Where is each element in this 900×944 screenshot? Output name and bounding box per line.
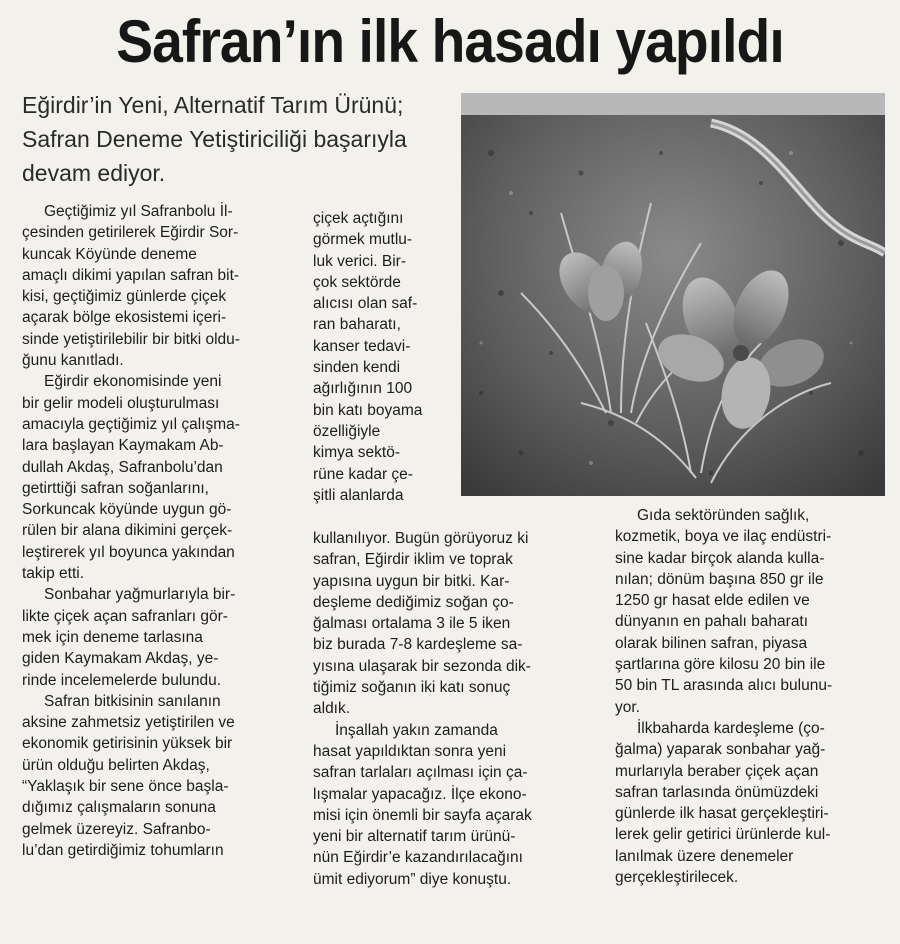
- text-line: aldık.: [313, 700, 351, 718]
- paragraph: [22, 201, 284, 371]
- text-line: özelliğiyle: [313, 422, 381, 440]
- text-line: lara başlayan Kaymakam Ab-: [22, 437, 224, 455]
- text-line: safran tarlaları açılması için ça-: [313, 764, 528, 782]
- text-line: görmek mutlu-: [313, 231, 413, 249]
- paragraph: [615, 505, 893, 718]
- text-line: ğalma) yaparak sonbahar yağ-: [615, 741, 826, 759]
- text-line: ağırlığının 100: [313, 380, 413, 398]
- text-line: gerçekleştirilecek.: [615, 869, 739, 887]
- article-column-2-top: [313, 208, 455, 506]
- text-line: Sorkuncak köyünde uygun gö-: [22, 501, 232, 519]
- paragraph: [313, 720, 585, 890]
- text-line: kanser tedavi-: [313, 337, 411, 355]
- text-line: amaçlı dikimi yapılan safran bit-: [22, 266, 240, 284]
- text-line: yısına ulaşarak bir sezonda dik-: [313, 657, 531, 675]
- text-line: gelmek üzereyiz. Safranbo-: [22, 820, 211, 838]
- text-line: çiçek açtığını: [313, 210, 404, 227]
- text-line: Gıda sektöründen sağlık,: [637, 507, 810, 524]
- text-line: Eğirdir ekonomisinde yeni: [44, 373, 222, 391]
- text-line: kisi, geçtiğimiz günlerde çiçek: [22, 288, 227, 306]
- article-column-3: [615, 505, 893, 888]
- text-line: açarak bölge ekosistemi içeri-: [22, 309, 227, 327]
- text-line: çok sektörde: [313, 273, 401, 291]
- text-line: bir gelir modeli oluşturulması: [22, 394, 220, 412]
- text-line: kullanılıyor. Bugün görüyoruz ki: [313, 530, 529, 547]
- text-line: sinde yetiştirilebilir bir bitki oldu-: [22, 330, 240, 348]
- text-line: safran tarlasında önümüzdeki: [615, 783, 819, 801]
- text-line: ğunu kanıtladı.: [22, 352, 124, 370]
- text-line: tiğimiz soğanın iki katı sonuç: [313, 679, 511, 697]
- text-line: 1250 gr hasat elde edilen ve: [615, 592, 810, 610]
- text-line: kuncak Köyünde deneme: [22, 245, 197, 263]
- text-line: nün Eğirdir’e kazandırılacağını: [313, 849, 523, 867]
- paragraph: [22, 691, 284, 861]
- text-line: dullah Akdaş, Safranbolu’dan: [22, 458, 223, 476]
- text-line: ran baharatı,: [313, 316, 401, 334]
- text-line: şartlarına göre kilosu 20 bin ile: [615, 656, 826, 674]
- text-line: lanılmak üzere denemeler: [615, 847, 794, 865]
- text-line: lu’dan getirdiğimiz tohumların: [22, 841, 224, 859]
- text-line: Sonbahar yağmurlarıyla bir-: [44, 586, 236, 604]
- article-column-2: [313, 528, 585, 890]
- text-line: murlarıyla beraber çiçek açan: [615, 762, 819, 780]
- text-line: giden Kaymakam Akdaş, ye-: [22, 650, 219, 668]
- text-line: sinden kendi: [313, 359, 401, 377]
- text-line: yapısına uygun bir bitki. Kar-: [313, 572, 510, 590]
- text-line: “Yaklaşık bir sene önce başla-: [22, 778, 229, 796]
- text-line: luk verici. Bir-: [313, 252, 407, 270]
- text-line: alıcısı olan saf-: [313, 295, 418, 313]
- text-line: kozmetik, boya ve ilaç endüstri-: [615, 528, 832, 546]
- text-line: bin katı boyama: [313, 401, 423, 419]
- text-line: kimya sektö-: [313, 444, 400, 462]
- text-line: amacıyla geçtiğimiz yıl çalışma-: [22, 415, 240, 433]
- text-line: lışmalar yapacağız. İlçe ekono-: [313, 785, 527, 803]
- article-column-1: [22, 201, 284, 861]
- text-line: safran, Eğirdir iklim ve toprak: [313, 551, 513, 569]
- paragraph: [313, 528, 585, 720]
- text-line: likte çiçek açan safranları gör-: [22, 607, 228, 625]
- text-line: misi için önemli bir sayfa açarak: [313, 806, 532, 824]
- text-line: olarak bilinen safran, piyasa: [615, 634, 808, 652]
- text-line: İnşallah yakın zamanda: [335, 721, 498, 739]
- text-line: rinde incelemelerde bulundu.: [22, 671, 222, 689]
- text-line: yor.: [615, 698, 640, 716]
- text-line: dünyanın en pahalı baharatı: [615, 613, 809, 631]
- text-line: günlerde ilk hasat gerçekleştiri-: [615, 805, 829, 823]
- text-line: leştirerek yıl boyunca yakından: [22, 543, 235, 561]
- text-line: İlkbaharda kardeşleme (ço-: [637, 719, 825, 737]
- paragraph: [313, 208, 455, 506]
- text-line: hasat yapıldıktan sonra yeni: [313, 742, 507, 760]
- text-line: ğalması ortalama 3 ile 5 iken: [313, 615, 511, 633]
- text-line: ekonomik getirisinin yüksek bir: [22, 735, 233, 753]
- text-line: rüne kadar çe-: [313, 465, 413, 483]
- text-line: 50 bin TL arasında alıcı bulunu-: [615, 677, 833, 695]
- saffron-photo-illustration: [461, 93, 885, 496]
- deck-subheadline: Eğirdir’in Yeni, Alternatif Tarım Ürünü; Safran Deneme Yetiştiriciliği başarıyla devam ediyor.: [22, 92, 407, 186]
- text-line: nılan; dönüm başına 850 gr ile: [615, 570, 824, 588]
- paragraph: [22, 371, 284, 584]
- text-line: lerek gelir getirici ürünlerde kul-: [615, 826, 831, 844]
- text-line: dığımız çalışmaların sonuna: [22, 799, 216, 817]
- text-line: şitli alanlarda: [313, 486, 404, 504]
- text-line: ürün olduğu belirten Akdaş,: [22, 756, 210, 774]
- text-line: yeni bir alternatif tarım ürünü-: [313, 828, 516, 846]
- paragraph: [615, 718, 893, 888]
- text-line: çesinden getirilerek Eğirdir Sor-: [22, 224, 239, 242]
- text-line: biz burada 7-8 kardeşleme sa-: [313, 636, 523, 654]
- text-line: takip etti.: [22, 565, 85, 583]
- paragraph: [22, 584, 284, 690]
- text-line: ümit ediyorum” diye konuştu.: [313, 870, 512, 888]
- text-line: Geçtiğimiz yıl Safranbolu İl-: [44, 203, 233, 220]
- text-line: mek için deneme tarlasına: [22, 628, 203, 646]
- saffron-crocus-photo: [461, 93, 885, 496]
- text-line: getirttiği safran soğanlarını,: [22, 479, 209, 497]
- text-line: sine kadar birçok alanda kulla-: [615, 549, 825, 567]
- text-line: aksine zahmetsiz yetiştirilen ve: [22, 714, 235, 732]
- text-line: rülen bir alana dikimini gerçek-: [22, 522, 233, 540]
- headline: Safran’ın ilk hasadı yapıldı: [116, 8, 784, 75]
- text-line: deşleme dediğimiz soğan ço-: [313, 593, 514, 611]
- text-line: Safran bitkisinin sanılanın: [44, 692, 221, 710]
